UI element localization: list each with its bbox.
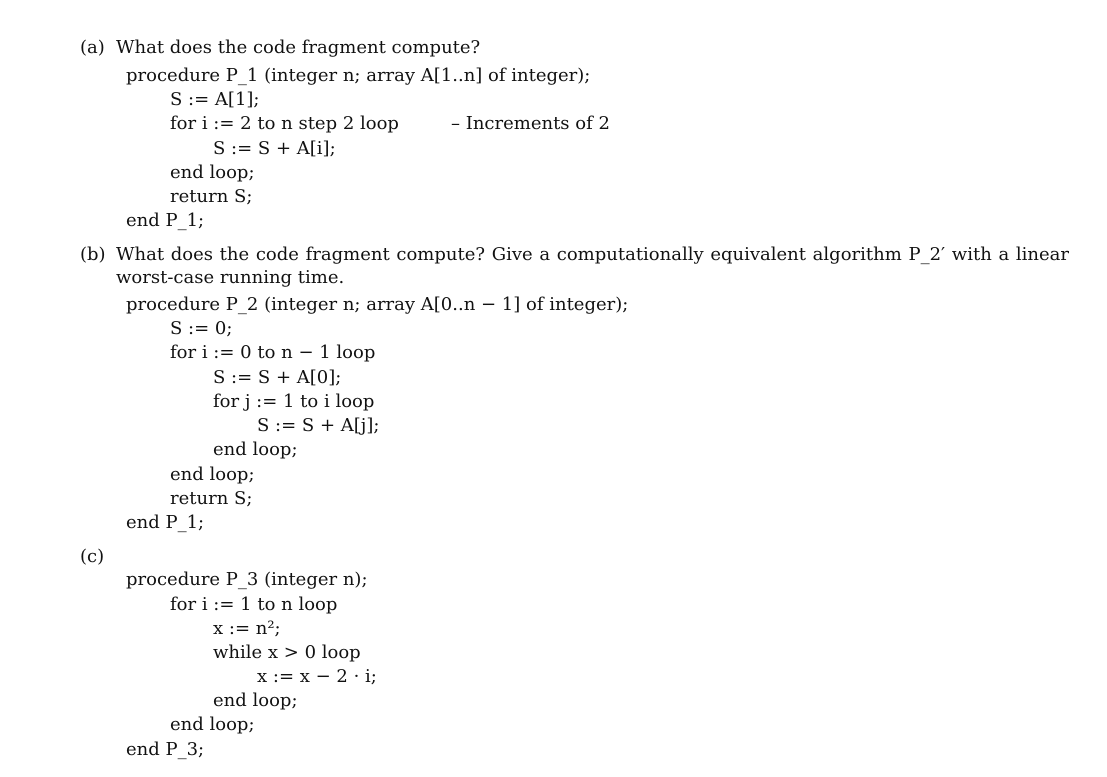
part-b-code-line: for i := 0 to n − 1 loop: [170, 342, 376, 363]
part-b-question-line2: worst-case running time.: [116, 267, 345, 288]
part-b-code-line: S := S + A[j];: [257, 415, 380, 436]
part-c-code-line: x := n²;: [213, 618, 281, 639]
part-c-label: (c): [80, 546, 105, 567]
part-c-code-line: while x > 0 loop: [213, 642, 361, 663]
part-b-code-line: S := S + A[0];: [213, 367, 342, 388]
part-a-code-line: S := S + A[i];: [213, 138, 336, 159]
part-b-code-line: S := 0;: [170, 318, 233, 339]
part-a-procedure-footer: end P_1;: [126, 210, 205, 231]
part-b-code-line: return S;: [170, 488, 253, 509]
part-b-question-line1: What does the code fragment compute? Give a computationally equivalent algorithm P_2′ with a linear: [116, 244, 1069, 265]
part-a-question: What does the code fragment compute?: [116, 37, 481, 58]
part-c-code-line: end loop;: [170, 714, 255, 735]
part-a-code-line: end loop;: [170, 162, 255, 183]
part-b-code-line: end loop;: [170, 464, 255, 485]
part-c-procedure-footer: end P_3;: [126, 739, 205, 760]
part-b-label: (b): [80, 244, 106, 265]
part-a-code-line: for i := 2 to n step 2 loop: [170, 113, 399, 134]
part-c-code-line: x := x − 2 · i;: [257, 666, 377, 687]
part-b-code-line: for j := 1 to i loop: [213, 391, 375, 412]
part-b-code-line: end loop;: [213, 439, 298, 460]
part-c-procedure-header: procedure P_3 (integer n);: [126, 569, 368, 590]
part-a-code-line: return S;: [170, 186, 253, 207]
part-a-procedure-header: procedure P_1 (integer n; array A[1..n] of integer);: [126, 65, 591, 86]
part-a-code-line: S := A[1];: [170, 89, 260, 110]
part-a-code-comment: – Increments of 2: [451, 113, 610, 134]
part-b-procedure-header: procedure P_2 (integer n; array A[0..n − 1] of integer);: [126, 294, 629, 315]
part-c-code-line: end loop;: [213, 690, 298, 711]
part-a-label: (a): [80, 37, 105, 58]
part-b-procedure-footer: end P_1;: [126, 512, 205, 533]
part-c-code-line: for i := 1 to n loop: [170, 594, 338, 615]
